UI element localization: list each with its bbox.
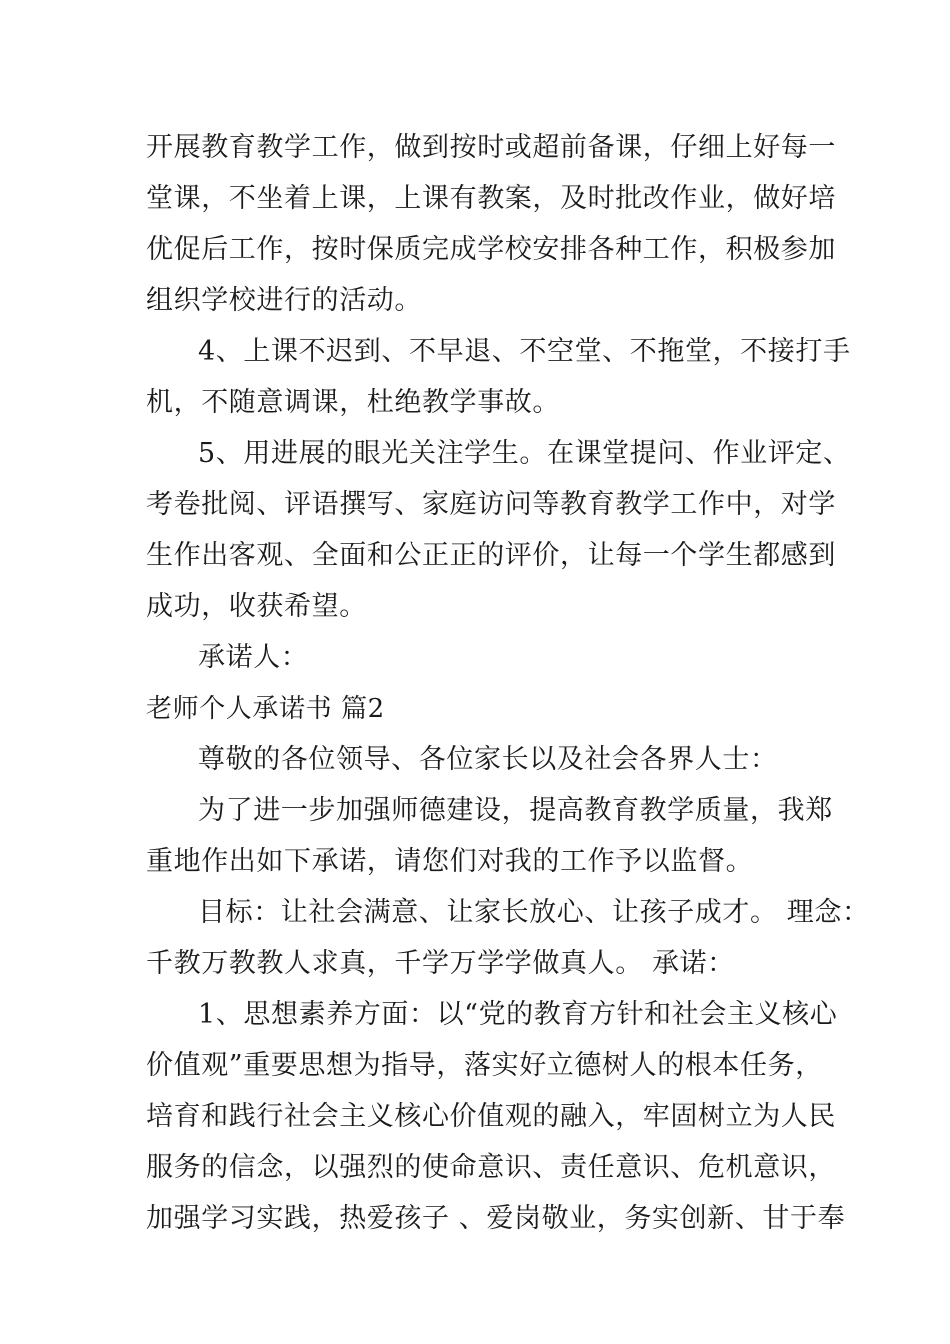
text-line-6: 机，不随意调课，杜绝教学事故。 bbox=[146, 387, 560, 418]
text-line-14: 为了进一步加强师德建设，提高教育教学质量，我郑 bbox=[198, 795, 833, 826]
text-line-9: 生作出客观、全面和公正正的评价，让每一个学生都感到 bbox=[146, 540, 836, 571]
text-line-22: 加强学习实践，热爱孩子 、爱岗敬业，务实创新、甘于奉 bbox=[146, 1203, 846, 1234]
text-line-4: 组织学校进行的活动。 bbox=[146, 285, 422, 316]
text-line-3: 优促后工作，按时保质完成学校安排各种工作，积极参加 bbox=[146, 234, 836, 265]
text-line-1: 开展教育教学工作，做到按时或超前备课，仔细上好每一 bbox=[146, 132, 836, 163]
section-heading: 老师个人承诺书 篇2 bbox=[146, 694, 385, 724]
text-line-19: 价值观”重要思想为指导，落实好立德树人的根本任务， bbox=[146, 1050, 823, 1081]
text-line-21: 服务的信念，以强烈的使命意识、责任意识、危机意识， bbox=[146, 1152, 836, 1183]
text-line-18: 1、思想素养方面：以“党的教育方针和社会主义核心 bbox=[198, 999, 838, 1030]
text-line-16: 目标：让社会满意、让家长放心、让孩子成才。 理念： bbox=[198, 897, 870, 928]
promisor-label: 承诺人： bbox=[198, 642, 309, 673]
salutation-line: 尊敬的各位领导、各位家长以及社会各界人士： bbox=[198, 744, 778, 775]
text-line-15: 重地作出如下承诺，请您们对我的工作予以监督。 bbox=[146, 846, 754, 877]
text-line-2: 堂课，不坐着上课，上课有教案，及时批改作业，做好培 bbox=[146, 183, 836, 214]
text-line-17: 千教万教教人求真，千学万学学做真人。 承诺： bbox=[146, 948, 735, 979]
text-line-7: 5、用进展的眼光关注学生。在课堂提问、作业评定、 bbox=[198, 438, 851, 469]
text-line-20: 培育和践行社会主义核心价值观的融入，牢固树立为人民 bbox=[146, 1101, 836, 1132]
text-line-5: 4、上课不迟到、不早退、不空堂、不拖堂，不接打手 bbox=[198, 336, 851, 367]
text-line-8: 考卷批阅、评语撰写、家庭访问等教育教学工作中，对学 bbox=[146, 489, 836, 520]
text-line-10: 成功，收获希望。 bbox=[146, 591, 367, 622]
